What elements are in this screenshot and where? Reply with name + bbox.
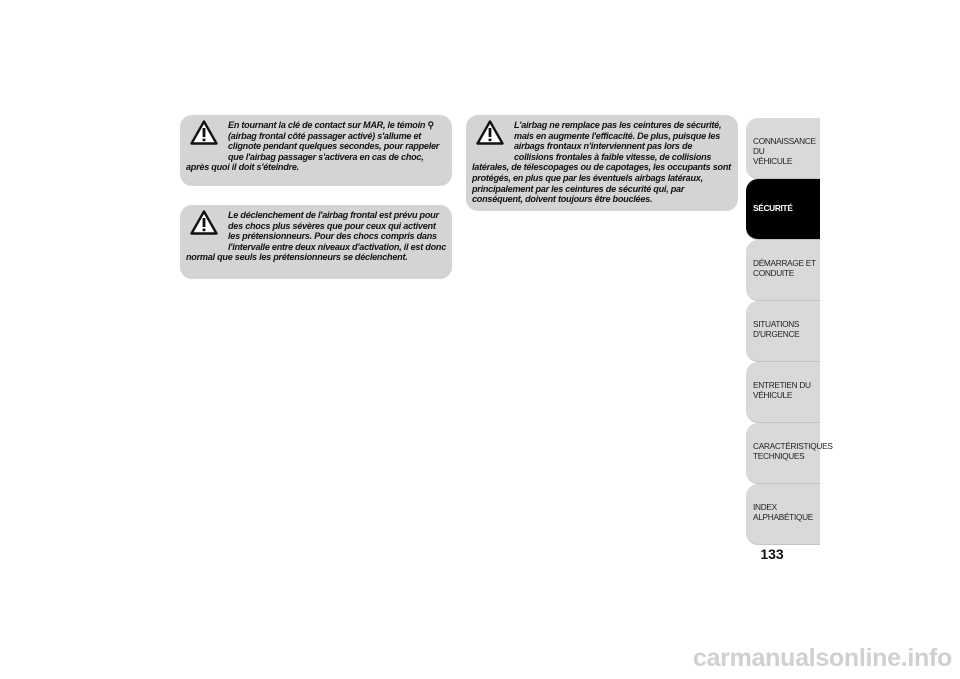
watermark: carmanualsonline.info (692, 644, 952, 672)
tab-connaissance-du-vehicule[interactable]: CONNAISSANCE DU VÉHICULE (746, 118, 820, 179)
tab-caracteristiques-techniques[interactable]: CARACTÉRISTIQUES TECHNIQUES (746, 423, 820, 484)
tab-securite[interactable]: SÉCURITÉ (746, 179, 820, 240)
tab-demarrage-et-conduite[interactable]: DÉMARRAGE ET CONDUITE (746, 240, 820, 301)
warning-text: Le déclenchement de l'airbag frontal est prévu pour des chocs plus sévères que pour ceux qui activent les prétensionneurs. Pour des chocs compris dans l'intervalle entre deux niveaux d'activation, il est donc normal que seuls les prétensionneurs se déclenchent. (186, 210, 446, 263)
tab-index-alphabetique[interactable]: INDEX ALPHABÉTIQUE (746, 484, 820, 545)
chapter-tabs (746, 118, 833, 545)
warning-box-frontal-airbag-deployment (180, 205, 452, 279)
airbag-off-icon: ⚲ (427, 120, 434, 130)
tab-entretien-du-vehicule[interactable]: ENTRETIEN DU VÉHICULE (746, 362, 820, 423)
warning-text-part-2: (airbag frontal côté passager activé) s'allume et clignote pendant quelques secondes, pour rappeler que l'airbag passager s'activera en cas de choc, après quoi il doit s'éteindre. (186, 130, 440, 173)
warning-text (186, 120, 446, 173)
warning-text: L'airbag ne remplace pas les ceintures de sécurité, mais en augmente l'efficacité. De plus, puisque les airbags frontaux n'interviennent pas lors de collisions frontales à faible vitesse, de collisions latérales, de télescopages ou de capotages, les occupants sont protégés, en plus que par les éventuels airbags latéraux, principalement par les ceintures de sécurité qui, par conséquent, doivent toujours être bouclées. (472, 120, 731, 205)
warning-text-part-1: En tournant la clé de contact sur MAR, le témoin (228, 120, 428, 130)
warning-box-airbag-seatbelts (466, 115, 738, 211)
tab-situations-d-urgence[interactable]: SITUATIONS D'URGENCE (746, 301, 820, 362)
page-number: 133 (760, 546, 784, 562)
warning-box-key-airbag-light (180, 115, 452, 186)
